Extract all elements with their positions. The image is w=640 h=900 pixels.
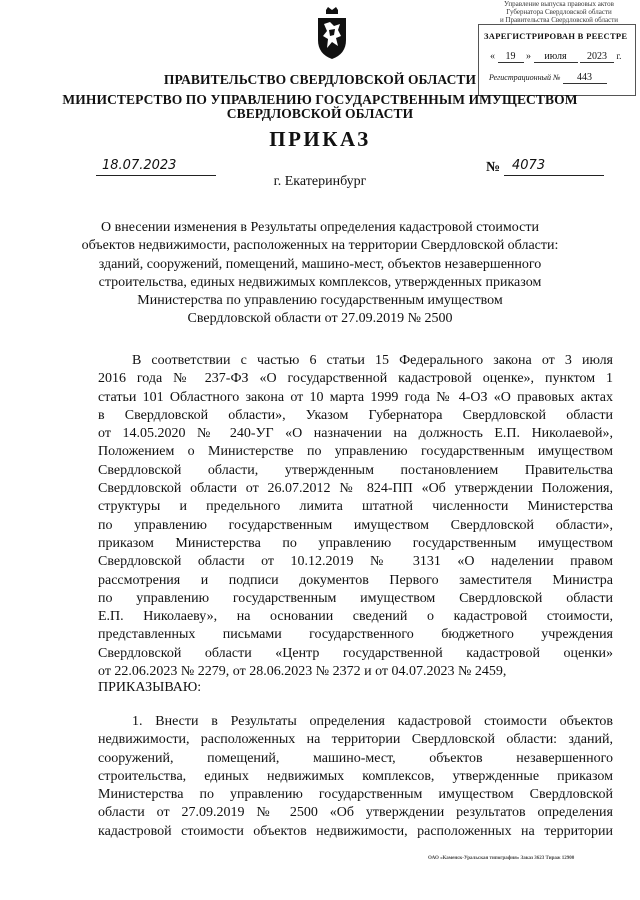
stamp-month: июля [534,51,578,63]
document-type: ПРИКАЗ [269,127,371,151]
preamble-line: по управлению государственным имуществом Свердловской области [98,590,613,606]
stamp-title: ЗАРЕГИСТРИРОВАН В РЕЕСТРЕ [484,31,628,41]
subject-line: Министерства по управлению государственным имуществом [137,293,503,309]
item-line: Министерства по управлению государственным имуществом Свердловской [98,787,613,803]
stamp-close-quote: » [526,51,531,62]
subject-line: зданий, сооружений, помещений, машино-мест, объектов незавершенного [98,256,542,272]
stamp-header-line: Губернатора Свердловской области [506,8,612,16]
printer-footer: ОАО «Каменск-Уральская типография» Заказ 3623 Тираж 12900 [428,856,575,861]
subject-line: О внесении изменения в Результаты определения кадастровой стоимости [101,220,539,235]
item-line: области от 27.09.2019 № 2500 «Об утверждении результатов определения [98,805,613,821]
subject-line: строительства, единых недвижимых комплексов, утвержденных приказом [98,274,542,290]
ministry-name: МИНИСТЕРСТВО ПО УПРАВЛЕНИЮ ГОСУДАРСТВЕННЫМ ИМУЩЕСТВОМ [62,92,578,107]
preamble-line: представленных письмами государственного бюджетного учреждения [98,627,613,643]
preamble-line: 2016 года № 237-ФЗ «О государственной кадастровой оценке», пунктом 1 [98,371,613,387]
preamble-line: Положением о Министерстве по управлению государственным имуществом [98,444,613,460]
order-word: ПРИКАЗЫВАЮ: [98,680,202,695]
preamble-line: Е.П. Николаеву», на основании сведений о кадастровой стоимости, [98,609,613,625]
stamp-reg-label: Регистрационный № [489,73,561,82]
preamble-line: приказом Министерства по управлению государственным имуществом [98,535,613,551]
item-line: кадастровой стоимости объектов недвижимости, расположенных на территории [98,823,613,839]
preamble-line: рассмотрения и подписи документов Первого заместителя Министра [98,572,613,588]
date-handwritten: 18.07.2023 [102,158,177,173]
stamp-year-suffix: г. [616,51,622,61]
order-item-1 [98,713,613,841]
stamp-day: 19 [498,51,524,63]
subject-line: объектов недвижимости, расположенных на территории Свердловской области: [81,238,559,254]
preamble-line: Свердловской области от 10.12.2019 № 3131 «О наделении правом [98,554,613,570]
stamp-header-line: и Правительства Свердловской области [499,16,619,24]
city: г. Екатеринбург [273,174,367,189]
preamble-line: Свердловской области, утвержденным постановлением Правительства [98,462,613,478]
preamble-line: Свердловской области от 26.07.2012 № 824-ПП «Об утверждении Положения, [98,481,613,497]
stamp-open-quote: « [490,51,495,62]
stamp-reg-number: 443 [563,72,607,84]
preamble-line: Свердловской области «Центр государственной кадастровой оценки» [98,645,613,661]
stamp-header-line: Управление выпуска правовых актов [504,0,614,8]
ministry-region: СВЕРДЛОВСКОЙ ОБЛАСТИ [226,106,414,121]
preamble-line: от 14.05.2020 № 240-УГ «О назначении на должность Е.П. Николаевой», [98,426,613,442]
item-line: сооружений, помещений, машино-мест, объектов незавершенного [98,750,613,766]
subject-line: Свердловской области от 27.09.2019 № 2500 [187,311,453,327]
preamble-line: в Свердловской области», Указом Губернатора Свердловской области [98,407,613,423]
preamble-line: по управлению государственным имуществом Свердловской области», [98,517,613,533]
item-line: строительства, единых недвижимых комплексов, утвержденные приказом [98,768,613,784]
government-name: ПРАВИТЕЛЬСТВО СВЕРДЛОВСКОЙ ОБЛАСТИ [163,72,477,87]
document-subject [80,219,560,329]
number-handwritten: 4073 [512,158,546,173]
preamble-line: от 22.06.2023 № 2279, от 28.06.2023 № 2372 и от 04.07.2023 № 2459, [98,664,507,680]
item-line: недвижимости, расположенных на территории Свердловской области: зданий, [98,732,613,748]
preamble-line: структуры и предельного лимита штатной численности Министерства [98,499,613,515]
stamp-date [490,51,636,63]
number-label: № [486,160,501,175]
preamble-line: статьи 101 Областного закона от 10 марта 1999 года № 4-ОЗ «О правовых актах [98,389,613,405]
stamp-year: 2023 [580,51,614,63]
stamp-header [484,0,634,24]
item-line: 1. Внести в Результаты определения кадастровой стоимости объектов [132,714,613,729]
coat-of-arms-emblem [314,6,350,60]
preamble-line: В соответствии с частью 6 статьи 15 Федерального закона от 3 июля [132,353,613,368]
preamble-paragraph [98,352,613,681]
